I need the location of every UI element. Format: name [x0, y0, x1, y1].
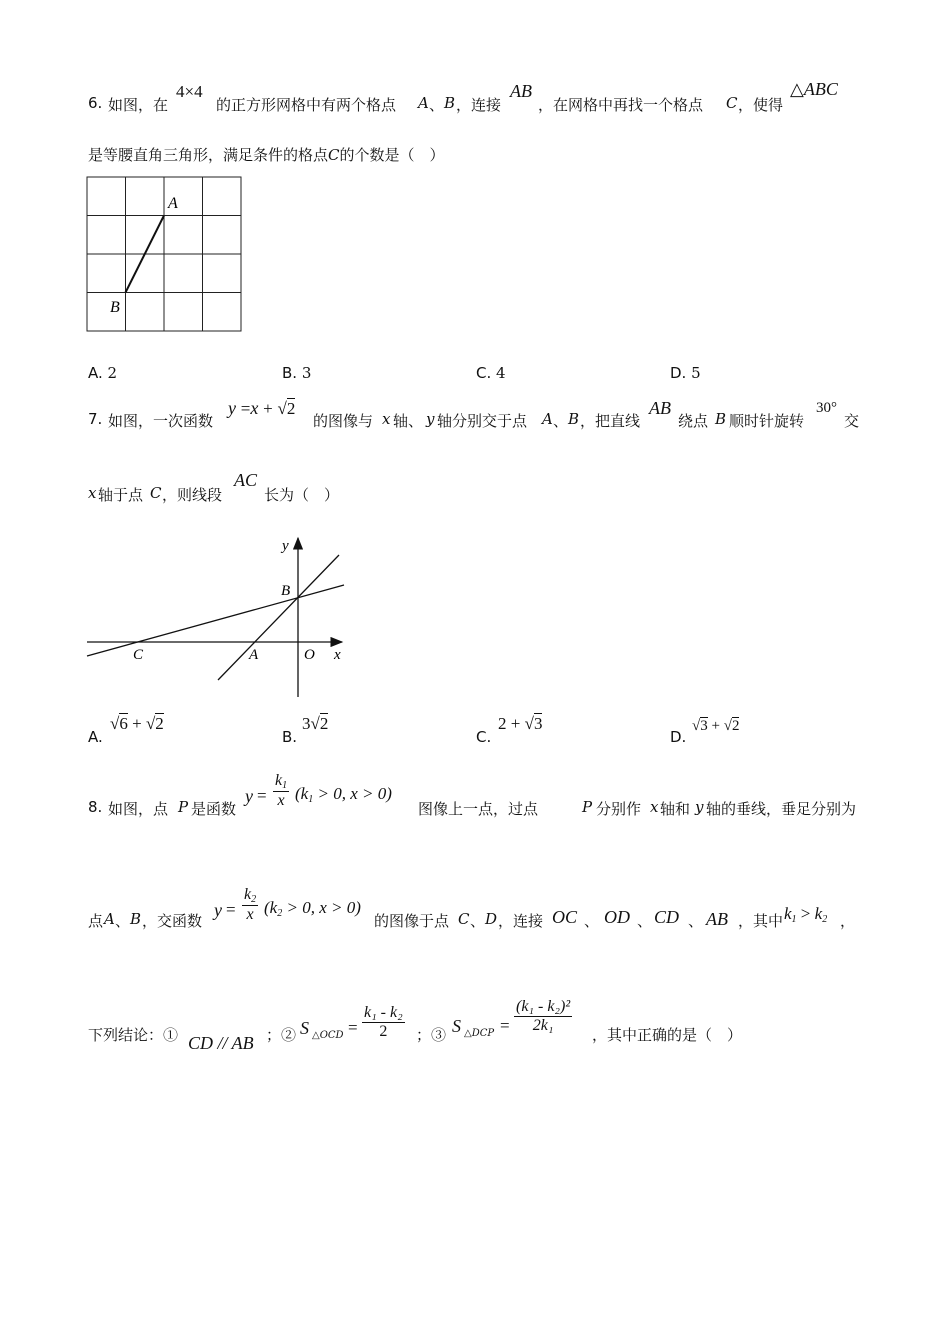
q6-option-c-letter: C. [476, 364, 492, 382]
q7-option-b-rad: 2 [319, 714, 329, 733]
q8-c3-s: S [452, 1016, 461, 1036]
q8-sep-2: 、 [470, 912, 486, 930]
q7-line2-text-b: ，则线段 [162, 486, 223, 504]
q8-c2-s: S [300, 1018, 309, 1038]
q7-x-var: x [382, 410, 391, 428]
q7-option-a-rad-2: 2 [155, 714, 164, 733]
q7-point-b2: B [715, 410, 727, 428]
q8-point-p2: P [582, 798, 593, 816]
q8-line2-text-a: 点 [88, 912, 104, 930]
q8-text-5: 轴和 [660, 800, 691, 818]
q7-text-6: 绕点 [678, 412, 709, 430]
q8-line2-text-c: 的图像于点 [374, 912, 450, 930]
q8-sep-1: 、 [115, 912, 131, 930]
q6-line2 [88, 144, 445, 165]
q7-option-a-rad-1: 6 [119, 714, 128, 733]
q6-text-5: ，使得 [738, 96, 784, 114]
q8-line2-text-b: ，交函数 [142, 912, 203, 930]
q8-f1-num-sub: 1 [282, 780, 288, 791]
q7-text-1: 如图，一次函数 [108, 412, 214, 430]
q6-option-d-letter: D. [670, 364, 687, 382]
q7-func-eq: = [240, 399, 251, 418]
q7-text-3: 轴、 [393, 412, 424, 430]
q7-option-b-letter: B. [282, 728, 298, 746]
q7-text-2: 的图像与 [313, 412, 374, 430]
q6-line2-text-a: 是等腰直角三角形，满足条件的格点 [88, 146, 329, 164]
q8-c3-eq: = [500, 1016, 510, 1035]
q6-math-triangle: △ABC [790, 79, 838, 99]
q6-text-1: 如图，在 [108, 96, 169, 114]
q8-line3-text-d: ，其中正确的是（ ） [592, 1026, 743, 1044]
q7-point-b: B [568, 410, 580, 428]
q8-seg-oc: OC [552, 907, 578, 927]
q7-fig-label-o: O [304, 647, 315, 663]
q6-option-a-letter: A. [88, 364, 103, 382]
q8-f2-num-sub: 2 [251, 894, 257, 905]
q8-seg-od: OD [604, 907, 630, 927]
q7-math-degree: 30° [816, 400, 837, 416]
q7-option-b-expr: 3√2 [302, 714, 329, 733]
q8-point-c: C [458, 910, 470, 928]
q6-option-a-value: 2 [107, 364, 118, 382]
q7-option-c-letter: C. [476, 728, 492, 746]
q8-f2-numerator [242, 886, 258, 906]
q8-f2-fraction [242, 886, 258, 924]
q8-sep-3: 、 [584, 912, 600, 930]
q6-grid-figure [80, 170, 260, 340]
q7-line1 [88, 398, 868, 438]
q8-point-b: B [130, 910, 142, 928]
q8-ineq-gt: > [796, 904, 815, 923]
q8-number: 8. [88, 798, 103, 816]
q8-sep-5: 、 [688, 912, 704, 930]
q8-c2-denominator: 2 [379, 1022, 388, 1040]
q8-c3-denominator: 2k₁ [532, 1016, 554, 1034]
q7-option-a-op: + [132, 714, 142, 733]
q7-option-c-expr: 2 + √3 [498, 714, 543, 733]
q8-conclusion-1: CD // AB [188, 1033, 254, 1053]
q8-line3-text-a: 下列结论：① [88, 1026, 179, 1044]
q8-f2-y: y [214, 900, 222, 920]
q7-option-d-op: + [711, 718, 720, 734]
q7-fig-label-a: A [249, 647, 259, 663]
q7-option-a-expr: √6 + √2 [110, 714, 164, 733]
q7-y-var: y [426, 410, 435, 428]
q8-f1-y: y [245, 786, 253, 806]
q8-line3-text-b: ；② [266, 1026, 297, 1044]
q7-number: 7. [88, 410, 103, 428]
q6-line2-point-c: C [328, 146, 340, 164]
q6-option-d-value: 5 [691, 364, 701, 382]
q8-text-2: 是函数 [191, 800, 237, 818]
q6-text-4: ，在网格中再找一个格点 [538, 96, 704, 114]
q7-line-ab [218, 555, 339, 680]
q6-option-b-value: 3 [301, 364, 312, 382]
q7-line2-point-c: C [150, 484, 162, 502]
q8-text-4: 分别作 [596, 800, 642, 818]
q8-f1-cond-sub: 1 [308, 794, 314, 805]
q8-line2-text-d: ，连接 [498, 912, 544, 930]
q8-f2-eq: = [226, 900, 236, 919]
q7-option-b-coef: 3 [302, 714, 311, 733]
q6-number: 6. [88, 94, 103, 112]
q7-line2-text-a: 轴于点 [98, 486, 144, 504]
q6-options [88, 364, 848, 388]
q8-f1-condition [295, 784, 392, 805]
q8-line2-text-e: ，其中 [738, 912, 784, 930]
q8-c2-numerator: k₁ - k₂ [364, 1004, 403, 1021]
q6-sep-1: 、 [429, 96, 445, 114]
q7-option-a-letter: A. [88, 728, 103, 746]
q7-text-5: ，把直线 [580, 412, 641, 430]
q8-text-1: 如图，点 [108, 800, 169, 818]
q8-inequality [784, 904, 827, 925]
q6-math-ab: AB [510, 81, 532, 101]
q8-x-var: x [650, 798, 659, 816]
q8-f2-denominator: x [246, 906, 254, 923]
q7-math-ab: AB [649, 398, 671, 418]
q7-line2-x: x [88, 484, 97, 502]
q8-c2-eq: = [348, 1018, 358, 1037]
q7-option-c-rad: 3 [533, 714, 543, 733]
q8-c3-numerator: (k₁ - k₂)² [516, 998, 571, 1015]
q8-line2-text-f: ， [840, 912, 856, 930]
q6-fig-label-a: A [168, 195, 178, 212]
q7-option-c-coef: 2 [498, 714, 507, 733]
q8-f1-cond-rest: > 0, x > 0) [313, 784, 392, 803]
q8-ineq-k2-sub: 2 [822, 914, 828, 925]
q7-coordinate-figure [80, 530, 360, 705]
q7-point-a: A [542, 410, 553, 428]
q7-option-d-rad-2: 2 [731, 718, 740, 734]
q8-seg-ab: AB [706, 909, 728, 929]
q8-seg-cd: CD [654, 907, 680, 927]
q8-f1-eq: = [257, 786, 267, 805]
q7-option-d-expr: √3 + √2 [692, 718, 740, 734]
q7-option-c-op: + [510, 714, 521, 733]
q7-line-bc [87, 585, 344, 656]
q7-text-8: 交 [844, 412, 860, 430]
q8-c2-sub: △OCD [312, 1030, 344, 1041]
q8-ineq-k1: k [784, 904, 792, 923]
q6-text-2: 的正方形网格中有两个格点 [216, 96, 397, 114]
q8-y-var: y [695, 798, 704, 816]
q8-f1-cond-open: (k [295, 784, 309, 803]
q8-text-6: 轴的垂线，垂足分别为 [706, 800, 857, 818]
q7-func-radicand: 2 [286, 399, 296, 418]
q8-line2 [88, 884, 868, 936]
q8-point-d: D [485, 910, 498, 928]
q7-fig-label-y: y [282, 538, 289, 554]
q8-f2-num-k: k [244, 886, 252, 903]
q6-text-3: ，连接 [456, 96, 502, 114]
q8-sep-4: 、 [637, 912, 653, 930]
q7-line2 [88, 472, 488, 512]
q7-fig-label-b: B [281, 583, 291, 599]
q6-option-b-letter: B. [282, 364, 298, 382]
q6-point-a: A [418, 94, 429, 112]
q7-line2-text-c: 长为（ ） [264, 486, 340, 504]
q7-fig-label-x: x [334, 647, 341, 663]
q7-function [228, 398, 295, 419]
q8-f1-numerator [273, 772, 289, 792]
q8-point-a: A [104, 910, 115, 928]
q8-f2-cond-sub: 2 [277, 908, 283, 919]
q8-line3-text-c: ；③ [416, 1026, 447, 1044]
q6-option-b[interactable] [282, 364, 311, 382]
q6-fig-label-b: B [110, 299, 120, 316]
q7-options [88, 714, 868, 748]
q8-text-3: 图像上一点，过点 [418, 800, 539, 818]
q6-option-d[interactable] [670, 364, 701, 382]
q8-c3-fraction [514, 998, 572, 1034]
q8-f1-fraction [273, 772, 289, 810]
q7-text-4: 轴分别交于点 [437, 412, 528, 430]
q8-f2-cond-open: (k [264, 898, 278, 917]
q6-option-a[interactable] [88, 364, 117, 382]
q6-point-b: B [444, 94, 456, 112]
q8-point-p: P [178, 798, 189, 816]
q8-c3-sub: △DCP [464, 1028, 495, 1039]
q7-func-x: x [250, 398, 259, 418]
q8-f2-condition [264, 898, 361, 919]
q8-f2-cond-rest: > 0, x > 0) [282, 898, 361, 917]
q8-c2-fraction [362, 1004, 405, 1040]
q6-option-c-value: 4 [496, 364, 506, 382]
q8-line3 [88, 994, 868, 1058]
q8-f1-num-k: k [275, 772, 283, 789]
q7-func-sqrt: √2 [277, 399, 296, 418]
q7-text-7: 顺时针旋转 [729, 412, 805, 430]
q6-line2-text-b: 的个数是（ ） [339, 146, 445, 164]
q8-f1-denominator: x [277, 792, 285, 809]
q7-sep-1: 、 [553, 412, 569, 430]
q7-option-d-rad-1: 3 [700, 718, 708, 734]
q6-option-c[interactable] [476, 364, 506, 382]
q7-math-ac: AC [234, 470, 258, 490]
q7-fig-label-c: C [133, 647, 144, 663]
q8-line1 [88, 772, 868, 824]
q8-ineq-k2: k [814, 904, 823, 923]
q7-func-plus: + [263, 399, 273, 418]
q7-option-d-letter: D. [670, 728, 687, 746]
q6-point-c: C [726, 94, 738, 112]
q6-math-grid: 4×4 [176, 82, 203, 101]
q7-func-y: y [228, 398, 236, 418]
q8-ineq-k1-sub: 1 [791, 914, 797, 925]
